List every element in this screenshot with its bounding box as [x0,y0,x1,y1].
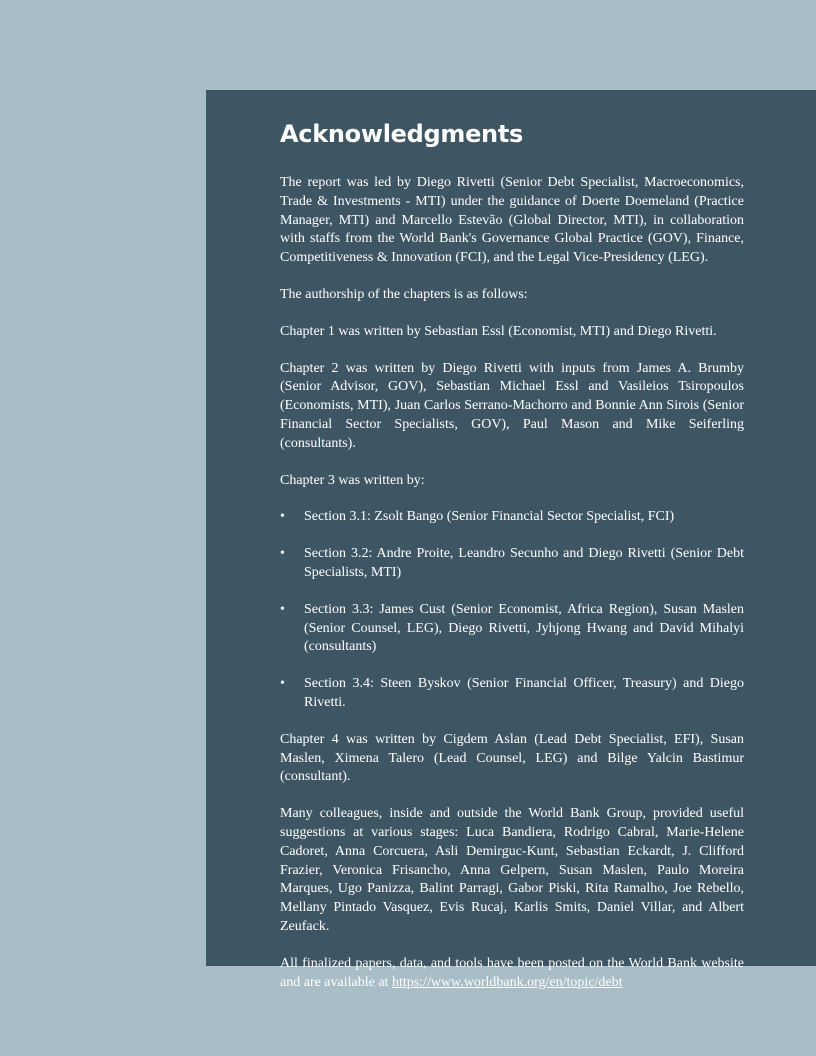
list-item-section-3-3 [280,601,744,657]
list-item-section-3-4 [280,675,744,713]
worldbank-debt-link[interactable]: https://www.worldbank.org/en/topic/debt [391,974,623,990]
closing-text: All finalized papers, data, and tools have been posted on the World Bank website and are available at [280,955,744,990]
bullet-icon: • [280,676,285,692]
list-item-text: Section 3.1: Zsolt Bango (Senior Financial Sector Specialist, FCI) [304,509,675,525]
paragraph-closing [280,955,744,993]
bullet-icon: • [280,509,285,525]
acknowledgments-panel [206,90,816,990]
paragraph-chapter-1: Chapter 1 was written by Sebastian Essl (Economist, MTI) and Diego Rivetti. [280,323,717,339]
paragraph-chapter-3-intro: Chapter 3 was written by: [280,472,425,488]
list-item-section-3-2 [280,545,744,583]
paragraph-chapter-4: Chapter 4 was written by Cigdem Aslan (Lead Debt Specialist, EFI), Susan Maslen, Ximena Talero (Lead Counsel, LEG) and Bilge Yalcin Bastimur (consultant). [280,731,744,785]
list-item-section-3-1 [280,508,744,527]
paragraph-report-lead: The report was led by Diego Rivetti (Senior Debt Specialist, Macroeconomics, Trade & Investments - MTI) under the guidance of Doerte Doemeland (Practice Manager, MTI) and Marcello Estevão (Global Director, MTI), in collaboration with staffs from the World Bank's Governance Global Practice (GOV), Finance, Competitiveness & Innovation (FCI), and the Legal Vice-Presidency (LEG). [280,175,744,266]
paragraph-chapter-2: Chapter 2 was written by Diego Rivetti with inputs from James A. Brumby (Senior Advisor, GOV), Sebastian Michael Essl and Vasileios Tsiropoulos (Economists, MTI), Juan Carlos Serrano-Machorro and Bonnie Ann Sirois (Senior Financial Sector Specialists, GOV), Paul Mason and Mike Seiferling (consultants). [280,360,744,451]
list-item-text: Section 3.2: Andre Proite, Leandro Secunho and Diego Rivetti (Senior Debt Specialists, MTI) [304,546,744,580]
bullet-icon: • [280,546,285,562]
bullet-icon: • [280,601,285,617]
paragraph-colleagues: Many colleagues, inside and outside the World Bank Group, provided useful suggestions at various stages: Luca Bandiera, Rodrigo Cabral, Marie-Helene Cadoret, Anna Corcuera, Asli Demirguc-Kunt, Sebastian Eckardt, J. Clifford Frazier, Veronica Frisancho, Anna Gelpern, Susan Maslen, Paulo Moreira Marques, Ugo Panizza, Balint Parragi, Gabor Piski, Rita Ramalho, Joe Rebello, Mellany Pintado Vasquez, Evis Rucaj, Karlis Smits, Daniel Villar, and Albert Zeufack. [280,806,744,934]
list-item-text: Section 3.3: James Cust (Senior Economist, Africa Region), Susan Maslen (Senior Counsel, LEG), Diego Rivetti, Jyhjong Hwang and David Mihalyi (consultants) [304,601,744,655]
paragraph-authorship-intro: The authorship of the chapters is as follows: [280,286,528,302]
list-item-text: Section 3.4: Steen Byskov (Senior Financial Officer, Treasury) and Diego Rivetti. [304,676,744,710]
chapter-3-sections-list [280,508,744,712]
page-title: Acknowledgments [280,120,524,148]
